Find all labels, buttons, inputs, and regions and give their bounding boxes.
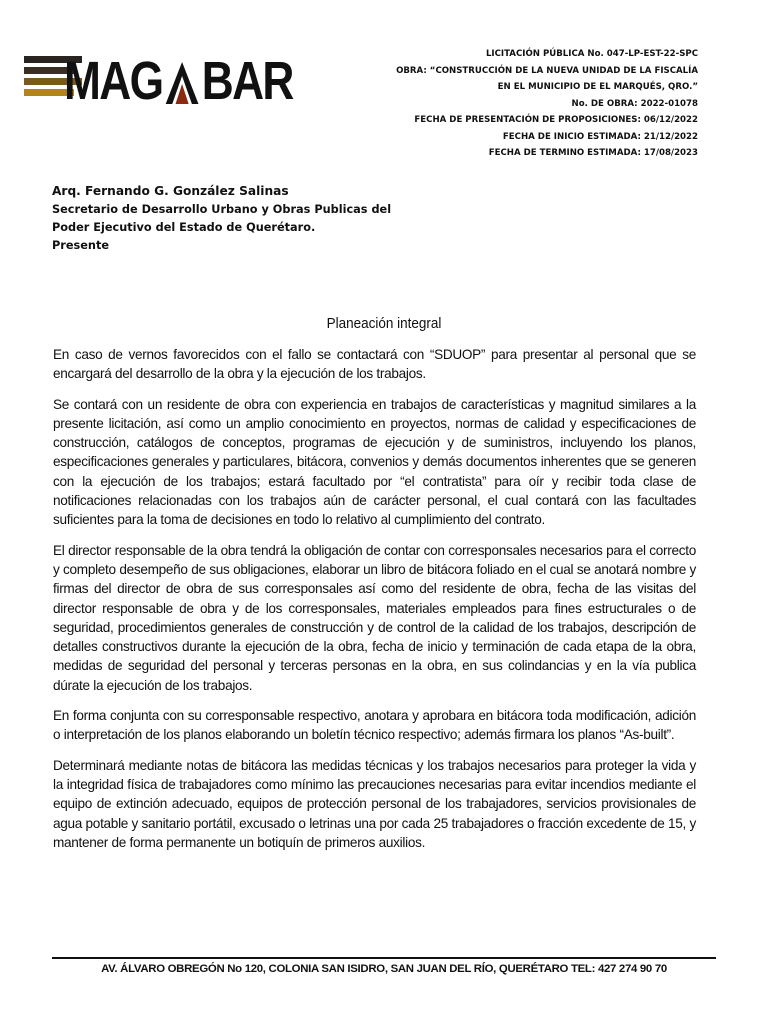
paragraph-5: Determinará mediante notas de bitácora las medidas técnicas y los trabajos necesarios para proteger la vida y la integridad física de trabajadores como mínimo las precauciones necesarias para evitar incendios mediante el equipo de extinción adecuado, equipos de protección personal de los trabajadores, servicios provisionales de agua potable y sanitario portátil, excusado o letrinas una por cada 25 trabajadores o fracción excedente de 15, y mantener de forma permanente un botiquín de primeros auxilios. bbox=[53, 757, 696, 850]
recipient-role-line2: Poder Ejecutivo del Estado de Querétaro. bbox=[52, 221, 316, 234]
footer-divider bbox=[52, 957, 716, 959]
recipient-block bbox=[52, 182, 391, 255]
tender-info-block bbox=[396, 46, 698, 162]
recipient-name: Arq. Fernando G. González Salinas bbox=[52, 184, 289, 198]
tender-number: LICITACIÓN PÚBLICA No. 047-LP-EST-22-SPC bbox=[485, 49, 698, 59]
logo-text-right: BAR bbox=[201, 51, 293, 111]
document-body bbox=[53, 345, 696, 863]
company-logo bbox=[24, 51, 293, 111]
paragraph-4: En forma conjunta con su corresponsable respectivo, anotara y aprobara en bitácora toda modificación, adición o interpretación de los planos elaborando un boletín técnico respectivo; además firmara los planos “As-built”. bbox=[53, 708, 696, 743]
work-title-line2: EN EL MUNICIPIO DE EL MARQUÉS, QRO.” bbox=[497, 82, 698, 92]
end-date: FECHA DE TERMINO ESTIMADA: 17/08/2023 bbox=[488, 148, 698, 158]
logo-triangle-icon bbox=[164, 56, 200, 106]
start-date: FECHA DE INICIO ESTIMADA: 21/12/2022 bbox=[502, 131, 698, 142]
logo-wordmark bbox=[64, 52, 293, 110]
paragraph-1: En caso de vernos favorecidos con el fallo se contactará con “SDUOP” para presentar al personal que se encargará del desarrollo de la obra y la ejecución de los trabajos. bbox=[53, 347, 696, 382]
recipient-presente: Presente bbox=[52, 239, 110, 252]
paragraph-3: El director responsable de la obra tendrá la obligación de contar con corresponsales necesarios para el correcto y completo desempeño de sus obligaciones, elaborar un libro de bitácora foliado en el cual se anotará nombre y firmas del director de obra de sus corresponsales así como del residente de obra, fecha de las visitas del director responsable de obra y de los corresponsales, materiales empleados para fines estructurales o de seguridad, procedimientos generales de construcción y de control de la calidad de los trabajos, descripción de detalles constructivos durante la ejecución de la obra, fecha de inicio y terminación de cada etapa de la obra, medidas de seguridad del personal y terceras personas en la obra, en sus colindancias y en la vía publica dúrate la ejecución de los trabajos. bbox=[53, 542, 696, 693]
logo-text-left: MAG bbox=[64, 51, 163, 111]
document-title: Planeación integral bbox=[326, 315, 442, 332]
recipient-role-line1: Secretario de Desarrollo Urbano y Obras Publicas del bbox=[52, 203, 392, 216]
work-number: No. DE OBRA: 2022-01078 bbox=[571, 98, 698, 109]
work-title-line1: OBRA: “CONSTRUCCIÓN DE LA NUEVA UNIDAD DE LA FISCALÍA bbox=[396, 65, 698, 76]
footer-address: AV. ÁLVARO OBREGÓN No 120, COLONIA SAN ISIDRO, SAN JUAN DEL RÍO, QUERÉTARO TEL: 427 274 90 70 bbox=[101, 963, 667, 975]
submission-date: FECHA DE PRESENTACIÓN DE PROPOSICIONES: 06/12/2022 bbox=[414, 115, 698, 125]
paragraph-2: Se contará con un residente de obra con experiencia en trabajos de características y magnitud similares a la presente licitación, así como un amplio conocimiento en proyectos, normas de calidad y especificaciones de construcción, catálogos de conceptos, programas de ejecución y de suministros, incluyendo los planos, especificaciones generales y particulares, bitácora, convenios y demás documentos inherentes que se generen con la ejecución de los trabajos; estará facultado por “el contratista” para oír y recibir toda clase de notificaciones relacionadas con los trabajos aún de carácter personal, el cual contará con las facultades suficientes para la toma de decisiones en todo lo relativo al cumplimiento del contrato. bbox=[53, 396, 696, 528]
